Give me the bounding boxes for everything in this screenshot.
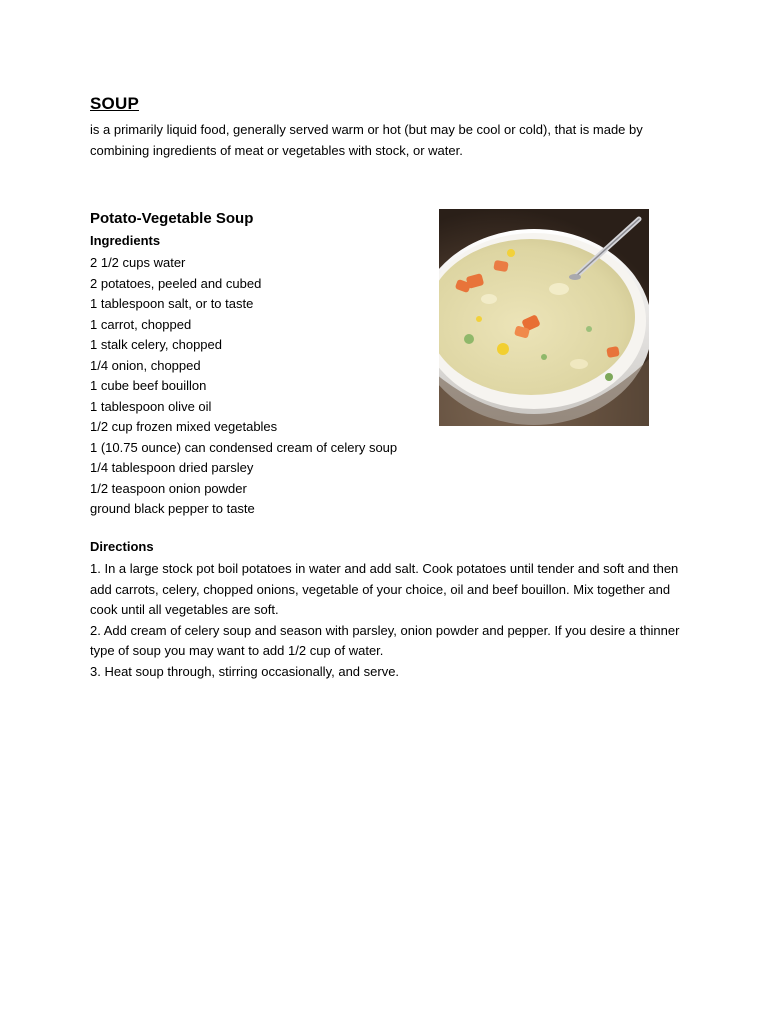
directions-list xyxy=(90,559,690,682)
ingredient-item: ground black pepper to taste xyxy=(90,501,255,516)
ingredient-item: 2 1/2 cups water xyxy=(90,255,186,270)
direction-step: 1. In a large stock pot boil potatoes in water and add salt. Cook potatoes until tender and soft and then add carrots, celery, chopped onions, vegetable of your choice, oil and beef bouillon. Mix together and cook until all vegetables are soft. xyxy=(90,561,679,617)
ingredient-item: 1 (10.75 ounce) can condensed cream of celery soup xyxy=(90,439,398,455)
soup-photo xyxy=(439,209,649,426)
ingredient-item: 1 stalk celery, chopped xyxy=(90,337,222,352)
document-title: SOUP xyxy=(90,94,139,113)
ingredient-item: 1/4 onion, chopped xyxy=(90,357,201,373)
ingredient-item: 1 cube beef bouillon xyxy=(90,378,207,393)
directions-heading: Directions xyxy=(90,539,154,554)
ingredient-item: 1 carrot, chopped xyxy=(90,316,192,332)
direction-step: 2. Add cream of celery soup and season with parsley, onion powder and pepper. If you desire a thinner type of soup you may want to add 1/2 cup of water. xyxy=(90,622,680,658)
intro-paragraph: is a primarily liquid food, generally served warm or hot (but may be cool or cold), that is made by combining ingredients of meat or vegetables with stock, or water. xyxy=(90,122,643,158)
ingredients-list xyxy=(90,253,397,520)
recipe-title: Potato-Vegetable Soup xyxy=(90,210,254,227)
ingredient-item: 1/2 teaspoon onion powder xyxy=(90,480,247,496)
ingredient-item: 1 tablespoon olive oil xyxy=(90,398,212,414)
ingredients-heading: Ingredients xyxy=(90,233,161,248)
ingredient-item: 1/4 tablespoon dried parsley xyxy=(90,460,254,475)
ingredient-item: 2 potatoes, peeled and cubed xyxy=(90,275,262,291)
ingredient-item: 1/2 cup frozen mixed vegetables xyxy=(90,419,278,434)
direction-step: 3. Heat soup through, stirring occasionally, and serve. xyxy=(90,663,400,679)
ingredient-item: 1 tablespoon salt, or to taste xyxy=(90,296,254,311)
